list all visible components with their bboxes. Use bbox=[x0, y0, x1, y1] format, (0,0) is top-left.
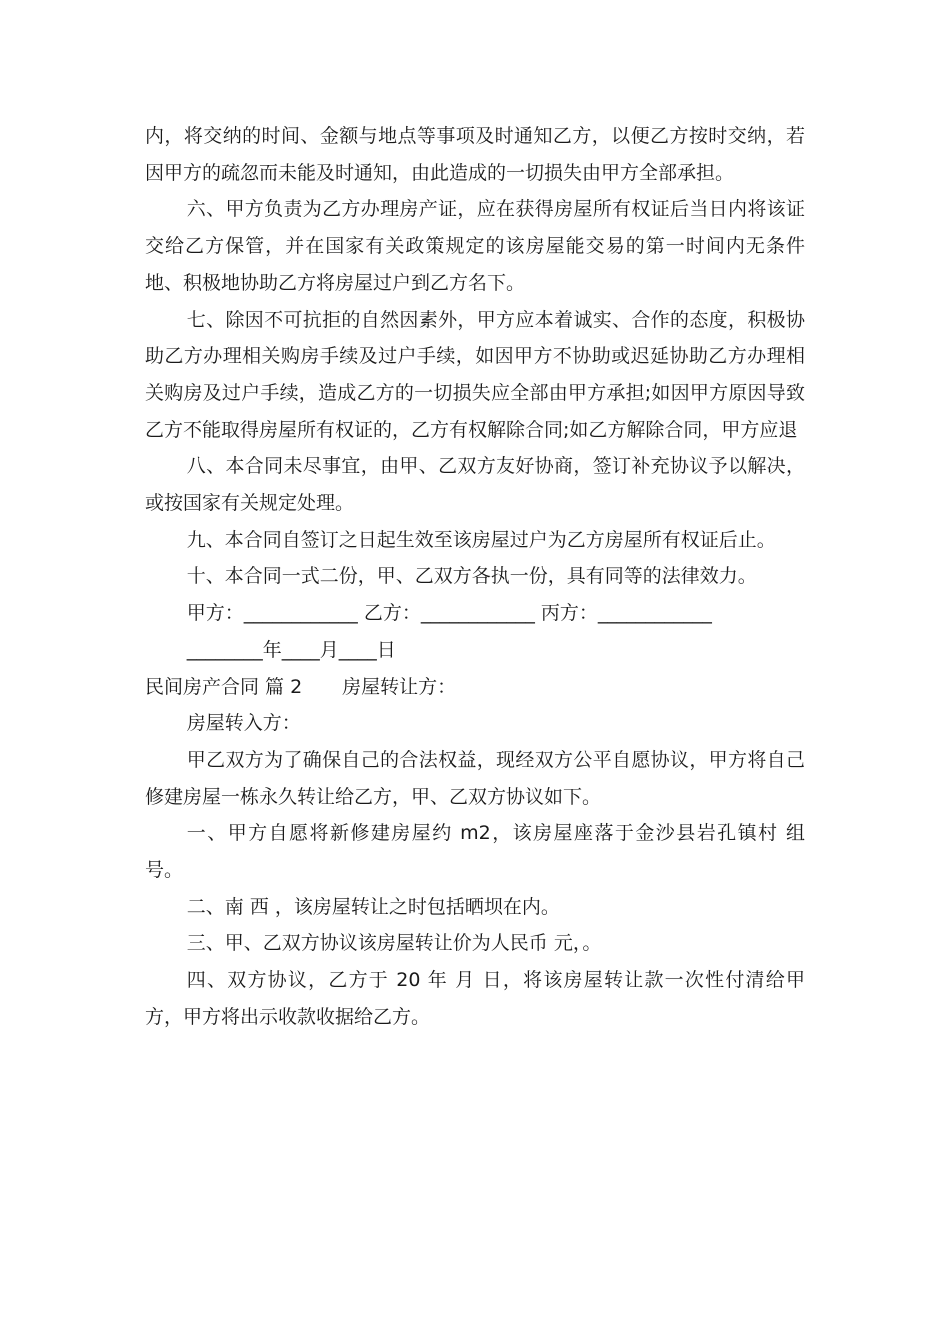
clause-8: 八、本合同未尽事宜，由甲、乙双方友好协商，签订补充协议予以解决，或按国家有关规定处理。 bbox=[145, 455, 805, 515]
clause-4: 四、双方协议，乙方于 20 年 月 日，将该房屋转让款一次性付清给甲方，甲方将出示收款收据给乙方。 bbox=[145, 969, 805, 1028]
section-title: 民间房产合同 篇 2 bbox=[145, 675, 303, 698]
transferor-label: 房屋转让方： bbox=[342, 675, 457, 698]
document-body bbox=[145, 118, 805, 1036]
clause-6: 六、甲方负责为乙方办理房产证，应在获得房屋所有权证后当日内将该证交给乙方保管，并在国家有关政策规定的该房屋能交易的第一时间内无条件地、积极地协助乙方将房屋过户到乙方名下。 bbox=[145, 198, 805, 294]
agreement-intro: 甲乙双方为了确保自己的合法权益，现经双方公平自愿协议，甲方将自己修建房屋一栋永久转让给乙方，甲、乙双方协议如下。 bbox=[145, 748, 805, 808]
clause-10: 十、本合同一式二份，甲、乙双方各执一份，具有同等的法律效力。 bbox=[186, 565, 757, 588]
date-line: ________年____月____日 bbox=[186, 638, 396, 661]
clause-1: 一、甲方自愿将新修建房屋约 m2，该房屋座落于金沙县岩孔镇村 组 号。 bbox=[145, 822, 805, 882]
clause-2: 二、南 西 ，该房屋转让之时包括晒坝在内。 bbox=[186, 895, 560, 918]
paragraph-continuation: 内，将交纳的时间、金额与地点等事项及时通知乙方，以便乙方按时交纳，若因甲方的疏忽而未能及时通知，由此造成的一切损失由甲方全部承担。 bbox=[145, 125, 805, 184]
clause-7: 七、除因不可抗拒的自然因素外，甲方应本着诚实、合作的态度，积极协助乙方办理相关购房手续及过户手续，如因甲方不协助或迟延协助乙方办理相关购房及过户手续，造成乙方的一切损失应全部由甲方承担;如因甲方原因导致乙方不能取得房屋所有权证的，乙方有权解除合同;如乙方解除合同，甲方应退 bbox=[145, 308, 805, 441]
clause-3: 三、甲、乙双方协议该房屋转让价为人民币 元，。 bbox=[186, 932, 602, 955]
clause-9: 九、本合同自签订之日起生效至该房屋过户为乙方房屋所有权证后止。 bbox=[186, 528, 776, 551]
signature-line: 甲方：____________ 乙方：____________ 丙方：____________ bbox=[186, 602, 712, 625]
transferee-label: 房屋转入方： bbox=[186, 712, 301, 735]
section-heading bbox=[145, 669, 805, 706]
